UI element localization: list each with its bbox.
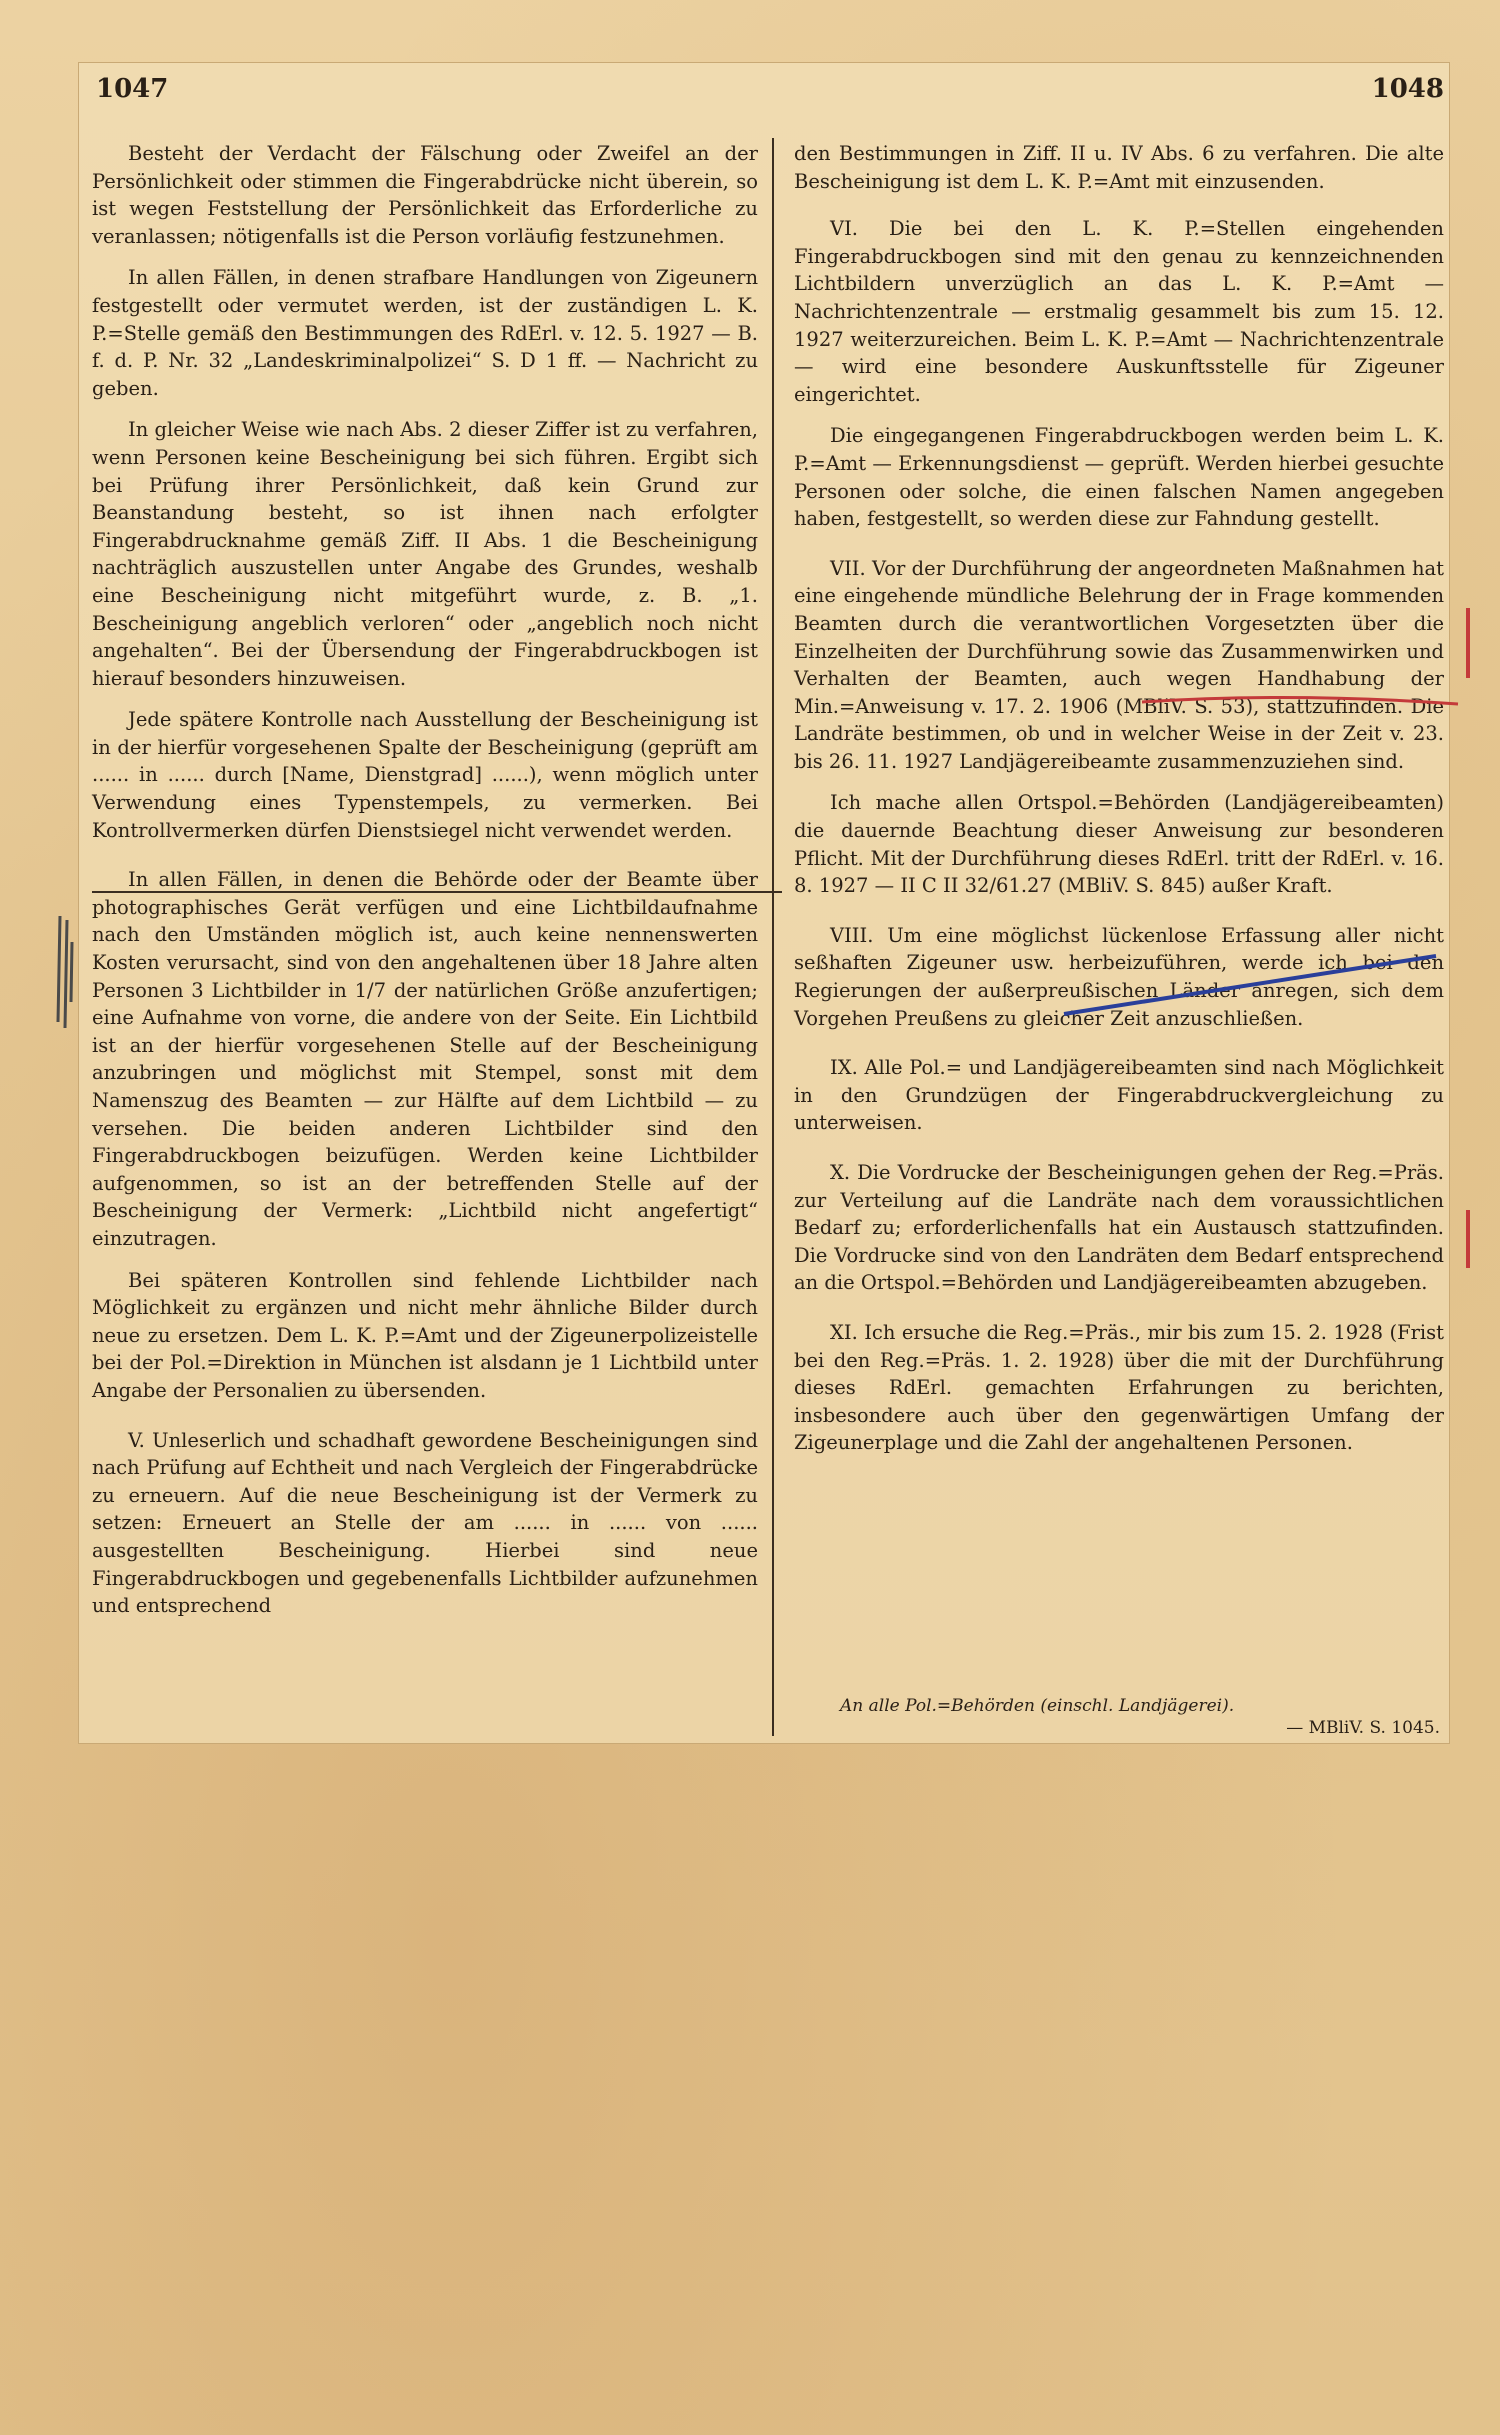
addressee-line: An alle Pol.=Behörden (einschl. Landjägerei). (840, 1696, 1235, 1716)
paragraph: Bei späteren Kontrollen sind fehlende Lichtbilder nach Möglichkeit zu ergänzen und nicht mehr ähnliche Bilder durch neue zu ersetzen. Dem L. K. P.=Amt und der Zigeunerpolizeistelle bei der Pol.=Direktion in München ist alsdann je 1 Lichtbild unter Angabe der Personalien zu übersenden. (92, 1268, 758, 1402)
red-margin-mark (1466, 608, 1470, 678)
paragraph: den Bestimmungen in Ziff. II u. IV Abs. 6 zu verfahren. Die alte Bescheinigung ist dem L. K. P.=Amt mit einzusenden. (794, 142, 1444, 193)
blue-strikethrough (1060, 950, 1440, 1020)
paragraph: Jede spätere Kontrolle nach Ausstellung der Bescheinigung ist in der hierfür vorgesehenen Spalte der Bescheinigung (geprüft am ...... in ...... durch [Name, Dienstgrad] ......), wenn möglich unter Verwendung eines Typenstempels, zu vermerken. Bei Kontrollvermerken dürfen Dienstsiegel nicht verwendet werden. (92, 708, 758, 842)
page-number-left: 1047 (96, 74, 169, 104)
paragraph: VIII. Um eine möglichst lückenlose Erfassung aller nicht seßhaften Zigeuner usw. herbeizuführen, werde ich bei den Regierungen der außerpreußischen Länder anregen, sich dem Vorgehen Preußens zu gleicher Zeit anzuschließen. (794, 923, 1444, 1030)
right-column (794, 140, 1444, 1471)
paragraph: XI. Ich ersuche die Reg.=Präs., mir bis zum 15. 2. 1928 (Frist bei den Reg.=Präs. 1. 2. 1928) über die mit der Durchführung dieses RdErl. gemachten Erfahrungen zu berichten, insbesondere auch über den gegenwärtigen Umfang der Zigeunerplage und die Zahl der angehaltenen Personen. (794, 1320, 1444, 1455)
paragraph: VI. Die bei den L. K. P.=Stellen eingehenden Fingerabdruckbogen sind mit den genau zu kennzeichnenden Lichtbildern unverzüglich an das L. K. P.=Amt — Nachrichtenzentrale — erstmalig gesammelt bis zum 15. 12. 1927 weiterzureichen. Beim L. K. P.=Amt — Nachrichtenzentrale — wird eine besondere Auskunftsstelle für Zigeuner eingerichtet. (794, 217, 1444, 406)
red-margin-mark (1466, 1210, 1470, 1268)
paragraph: X. Die Vordrucke der Bescheinigungen gehen der Reg.=Präs. zur Verteilung auf die Landräte nach dem voraussichtlichen Bedarf zu; erforderlichenfalls hat ein Austausch stattzufinden. Die Vordrucke sind von den Landräten dem Bedarf entsprechend an die Ortspol.=Behörden und Landjägereibeamten abzugeben. (794, 1161, 1444, 1295)
red-underline (1140, 688, 1460, 718)
paragraph: In gleicher Weise wie nach Abs. 2 dieser Ziffer ist zu verfahren, wenn Personen keine Bescheinigung bei sich führen. Ergibt sich bei Prüfung ihrer Persönlichkeit, daß kein Grund zur Beanstandung besteht, so ist ihnen nach erfolgter Fingerabdrucknahme gemäß Ziff. II Abs. 1 die Bescheinigung nachträglich auszustellen unter Angabe des Grundes, weshalb eine Bescheinigung nicht mitgeführt wurde, z. B. „1. Bescheinigung angeblich verloren“ oder „angeblich noch nicht angehalten“. Bei der Übersendung der Fingerabdruckbogen ist hierauf besonders hinzuweisen. (92, 418, 758, 690)
paragraph: V. Unleserlich und schadhaft gewordene Bescheinigungen sind nach Prüfung auf Echtheit und nach Vergleich der Fingerabdrücke zu erneuern. Auf die neue Bescheinigung ist der Vermerk zu setzen: Erneuert an Stelle der am ...... in ...... von ...... ausgestellten Bescheinigung. Hierbei sind neue Fingerabdruckbogen und gegebenenfalls Lichtbilder aufzunehmen und entsprechend (92, 1428, 758, 1618)
paragraph: Besteht der Verdacht der Fälschung oder Zweifel an der Persönlichkeit oder stimmen die Fingerabdrücke nicht überein, so ist wegen Feststellung der Persönlichkeit das Erforderliche zu veranlassen; nötigenfalls ist die Person vorläufig festzunehmen. (92, 142, 758, 248)
pencil-mark (52, 912, 78, 1032)
column-divider (772, 138, 774, 1736)
paragraph: Ich mache allen Ortspol.=Behörden (Landjägereibeamten) die dauernde Beachtung dieser Anweisung zur besonderen Pflicht. Mit der Durchführung dieses RdErl. tritt der RdErl. v. 16. 8. 1927 — II C II 32/61.27 (MBliV. S. 845) außer Kraft. (794, 791, 1444, 898)
paragraph: IX. Alle Pol.= und Landjägereibeamten sind nach Möglichkeit in den Grundzügen der Fingerabdruckvergleichung zu unterweisen. (794, 1056, 1444, 1135)
paragraph: Die eingegangenen Fingerabdruckbogen werden beim L. K. P.=Amt — Erkennungsdienst — geprüft. Werden hierbei gesuchte Personen oder solche, die einen falschen Namen angegeben haben, festgestellt, so werden diese zur Fahndung gestellt. (794, 424, 1444, 531)
paragraph: In allen Fällen, in denen strafbare Handlungen von Zigeunern festgestellt oder vermutet werden, ist der zuständigen L. K. P.=Stelle gemäß den Bestimmungen des RdErl. v. 12. 5. 1927 — B. f. d. P. Nr. 32 „Landeskriminalpolizei“ S. D 1 ff. — Nachricht zu geben. (92, 266, 758, 400)
source-reference: — MBliV. S. 1045. (1286, 1718, 1440, 1738)
paragraph: In allen Fällen, in denen die Behörde oder der Beamte über photographisches Gerät verfügen und eine Lichtbildaufnahme nach den Umständen möglich ist, auch keine nennenswerten Kosten verursacht, sind von den angehaltenen über 18 Jahre alten Personen 3 Lichtbilder in 1/7 der natürlichen Größe anzufertigen; eine Aufnahme von vorne, die andere von der Seite. Ein Lichtbild ist an der hierfür vorgesehenen Stelle auf der Bescheinigung anzubringen und möglichst mit Stempel, sonst mit dem Namenszug des Beamten — zur Hälfte auf dem Lichtbild — zu versehen. Die beiden anderen Lichtbilder sind den Fingerabdruckbogen beizufügen. Werden keine Lichtbilder aufgenommen, so ist an der betreffenden Stelle auf der Bescheinigung der Vermerk: „Lichtbild nicht angefertigt“ einzutragen. (92, 868, 758, 1250)
paragraph: VII. Vor der Durchführung der angeordneten Maßnahmen hat eine eingehende mündliche Belehrung der in Frage kommenden Beamten durch die verantwortlichen Vorgesetzten über die Einzelheiten der Durchführung sowie das Zusammenwirken und Verhalten der Beamten, auch wegen Handhabung der Min.=Anweisung v. 17. 2. 1906 (MBliV. S. 53), stattzufinden. Die Landräte bestimmen, ob und in welcher Weise in der Zeit v. 23. bis 26. 11. 1927 Landjägereibeamte zusammenzuziehen sind. (794, 556, 1444, 773)
page-number-right: 1048 (1371, 74, 1444, 104)
left-column (92, 140, 758, 1634)
